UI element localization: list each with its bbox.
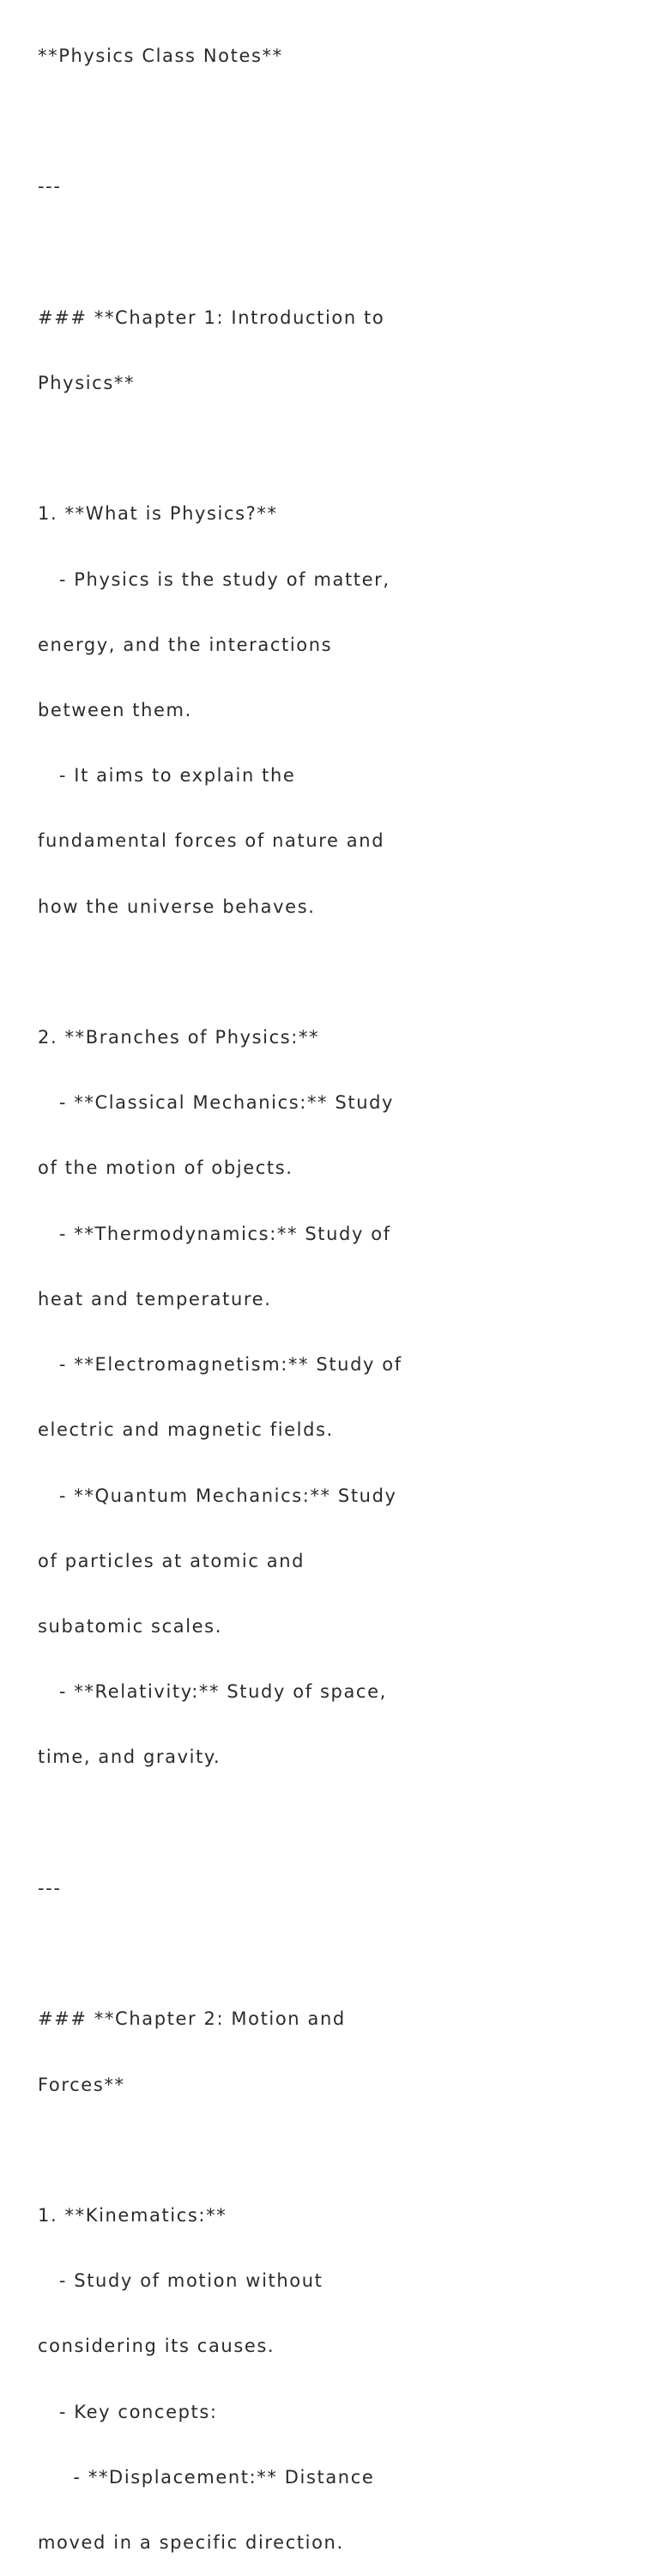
text-line: how the universe behaves.	[38, 896, 316, 917]
chapter-1-heading: ### **Chapter 1: Introduction to	[38, 307, 385, 328]
blank-line	[38, 962, 638, 983]
blank-line	[38, 438, 638, 459]
text-line: - Key concepts:	[38, 2401, 218, 2422]
text-line: fundamental forces of nature and	[38, 830, 385, 852]
note-body[interactable]	[38, 2, 638, 2576]
text-line: energy, and the interactions	[38, 634, 333, 655]
chapter-2-heading-continued: Forces**	[38, 2074, 125, 2095]
text-line: - **Relativity:** Study of space,	[38, 1681, 387, 1703]
blank-line	[38, 111, 638, 132]
note-title: **Physics Class Notes**	[38, 45, 283, 66]
text-line: - **Quantum Mechanics:** Study	[38, 1485, 397, 1506]
text-line: of the motion of objects.	[38, 1157, 293, 1179]
text-line: - **Electromagnetism:** Study of	[38, 1354, 402, 1376]
text-line: - **Classical Mechanics:** Study	[38, 1092, 395, 1114]
horizontal-rule: ---	[38, 1877, 62, 1899]
text-line: - Study of motion without	[38, 2270, 323, 2292]
blank-line	[38, 1943, 638, 1965]
chapter-2-heading: ### **Chapter 2: Motion and	[38, 2008, 346, 2030]
text-line: - It aims to explain the	[38, 765, 296, 787]
text-line: heat and temperature.	[38, 1288, 272, 1309]
item-what-is-physics-heading: 1. **What is Physics?**	[38, 503, 278, 525]
text-line: between them.	[38, 699, 192, 720]
text-line: - **Thermodynamics:** Study of	[38, 1223, 391, 1244]
text-line: of particles at atomic and	[38, 1550, 305, 1571]
text-line: - Physics is the study of matter,	[38, 568, 390, 590]
text-line: - **Displacement:** Distance	[38, 2466, 375, 2488]
text-line: considering its causes.	[38, 2336, 275, 2357]
blank-line	[38, 1813, 638, 1834]
blank-line	[38, 241, 638, 263]
blank-line	[38, 2140, 638, 2161]
item-branches-heading: 2. **Branches of Physics:**	[38, 1027, 320, 1048]
text-line: electric and magnetic fields.	[38, 1419, 334, 1441]
item-kinematics-heading: 1. **Kinematics:**	[38, 2204, 227, 2226]
text-line: time, and gravity.	[38, 1747, 221, 1768]
text-line: moved in a specific direction.	[38, 2532, 344, 2554]
chapter-1-heading-continued: Physics**	[38, 372, 136, 393]
text-line: subatomic scales.	[38, 1616, 222, 1637]
horizontal-rule: ---	[38, 176, 62, 197]
